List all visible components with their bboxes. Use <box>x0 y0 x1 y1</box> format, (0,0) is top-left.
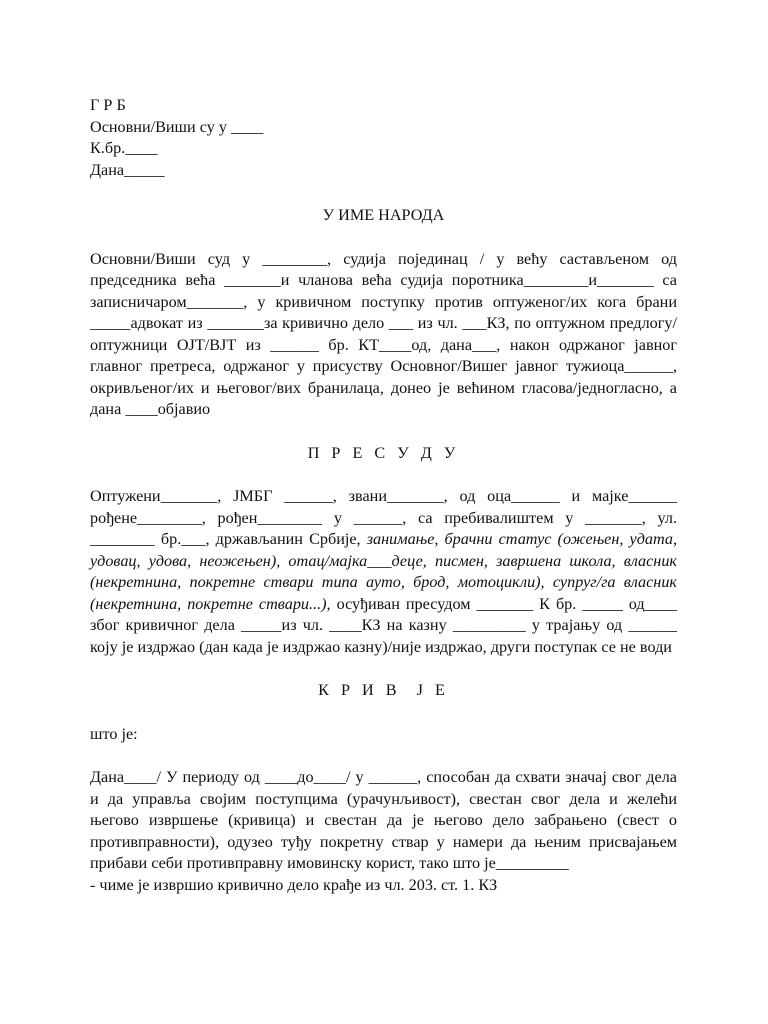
heading-guilty: К Р И В Ј Е <box>318 681 449 699</box>
heading-in-the-name-of-the-people: У ИМЕ НАРОДА <box>322 206 445 224</box>
heading-verdict: П Р Е С У Д У <box>307 443 460 462</box>
intro-paragraph: Основни/Виши суд у ________, судија појединац / у већу састављеном од председника већа _______и чланова већа судија поротника________и_______ са записничаром_______, у кривичном поступку против оптуженог/их кога брани _____адвокат из _______за кривично дело ___ из чл. ___КЗ, по оптужном предлогу/оптужници ОЈТ/ВЈТ из ______ бр. КТ____од, дана___, након одржаног јавног главног претреса, одржаног у присуству Основног/Вишег јавног тужиоца______, окривљеног/их и његовог/вих бранилаца, донео је већином гласова/једногласно, а дана ____објавио <box>90 249 677 418</box>
court-name-line: Основни/Виши су у ____ <box>90 117 264 136</box>
facts-paragraph: Дана____/ У периоду од ____до____/ у ______, способан да схвати значај свог дела и да управља својим поступцима (урачунљивост), свестан свог дела и желећи његово извршење (кривица) и свестан да је његово дело забрањено (свест о противправности), одузео туђу покретну ствар у намери да њеним присвајањем прибави себи противправну имовинску корист, тако што је_________ <box>90 768 677 872</box>
case-number-line: К.бр.____ <box>90 139 158 157</box>
date-line: Дана_____ <box>90 160 165 179</box>
that-is-label: што је: <box>90 724 138 743</box>
accused-paragraph <box>90 486 677 658</box>
accused-prior-conviction-text: осуђиван пресудом _______ К бр. _____ од____ због кривичног дела _____из чл. ____КЗ на казну _________ у трајању од ______ коју је издржао (дан када је издржао казну)/није издржао, други поступак се не води <box>90 594 678 656</box>
offense-conclusion: - чиме је извршио кривично дело крађе из чл. 203. ст. 1. КЗ <box>90 875 498 894</box>
accused-personal-details-text: занимање, брачни статус (ожењен, удата, удовац, удова, неожењен), отац/мајка___деце, писмен, завршена школа, власник (некретнина, покретне ствари типа ауто, брод, мотоцикли), супруг/га власник (некретнина, покретне ствари...), <box>90 530 678 613</box>
court-header <box>90 95 677 181</box>
coat-of-arms-label: Г Р Б <box>90 96 126 114</box>
accused-identity-text: Оптужени_______, ЈМБГ ______, звани_______, од оца______ и мајке______ рођене________, рођен________ у ______, са пребивалиштем у _______, ул. ________ бр.___, држављанин Србије, <box>90 487 677 548</box>
